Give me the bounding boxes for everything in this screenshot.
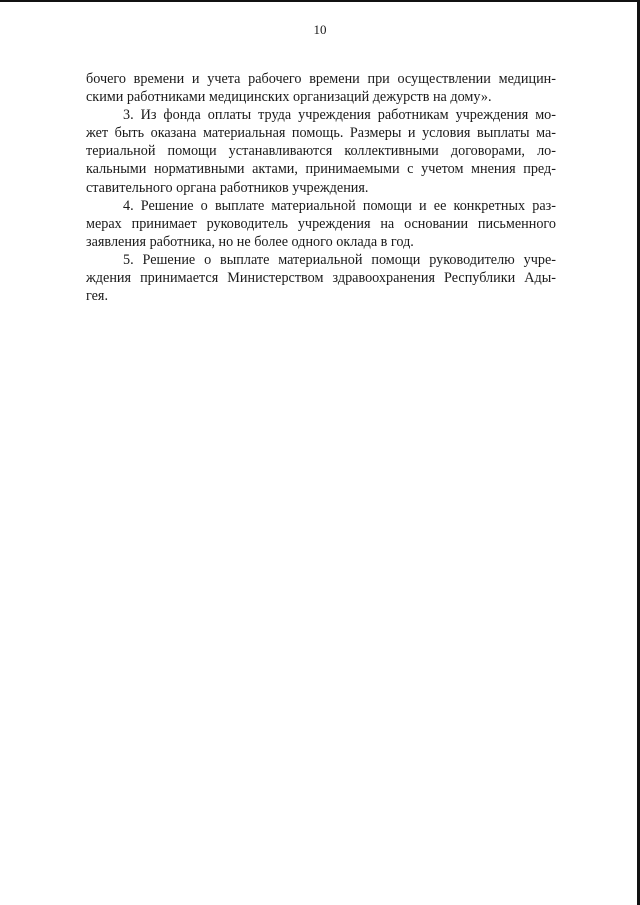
text-line: жет быть оказана материальная помощь. Размеры и условия выплаты ма- <box>86 125 556 142</box>
text-line: мерах принимает руководитель учреждения на основании письменного <box>86 215 556 232</box>
text-line: бочего времени и учета рабочего времени при осуществлении медицин- <box>86 71 556 87</box>
text-line: териальной помощи устанавливаются коллективными договорами, ло- <box>86 143 556 160</box>
paragraph-item-5 <box>86 251 556 305</box>
paragraph-continuation <box>86 70 556 106</box>
scan-edge-top <box>0 0 640 2</box>
text-line: 5. Решение о выплате материальной помощи руководителю учре- <box>123 251 556 268</box>
text-line: 3. Из фонда оплаты труда учреждения работникам учреждения мо- <box>123 107 556 124</box>
text-line: ставительного органа работников учреждения. <box>86 179 369 196</box>
text-line: гея. <box>86 288 109 305</box>
text-line: кальными нормативными актами, принимаемыми с учетом мнения пред- <box>86 161 556 178</box>
page-number: 10 <box>313 22 327 37</box>
document-body <box>86 70 556 305</box>
text-line: заявления работника, но не более одного оклада в год. <box>86 233 414 250</box>
text-line: 4. Решение о выплате материальной помощи и ее конкретных раз- <box>123 197 556 214</box>
paragraph-item-3 <box>86 106 556 196</box>
paragraph-item-4 <box>86 197 556 251</box>
text-line: скими работниками медицинских организаций дежурств на дому». <box>86 89 492 106</box>
text-line: ждения принимается Министерством здравоохранения Республики Ады- <box>86 270 556 287</box>
